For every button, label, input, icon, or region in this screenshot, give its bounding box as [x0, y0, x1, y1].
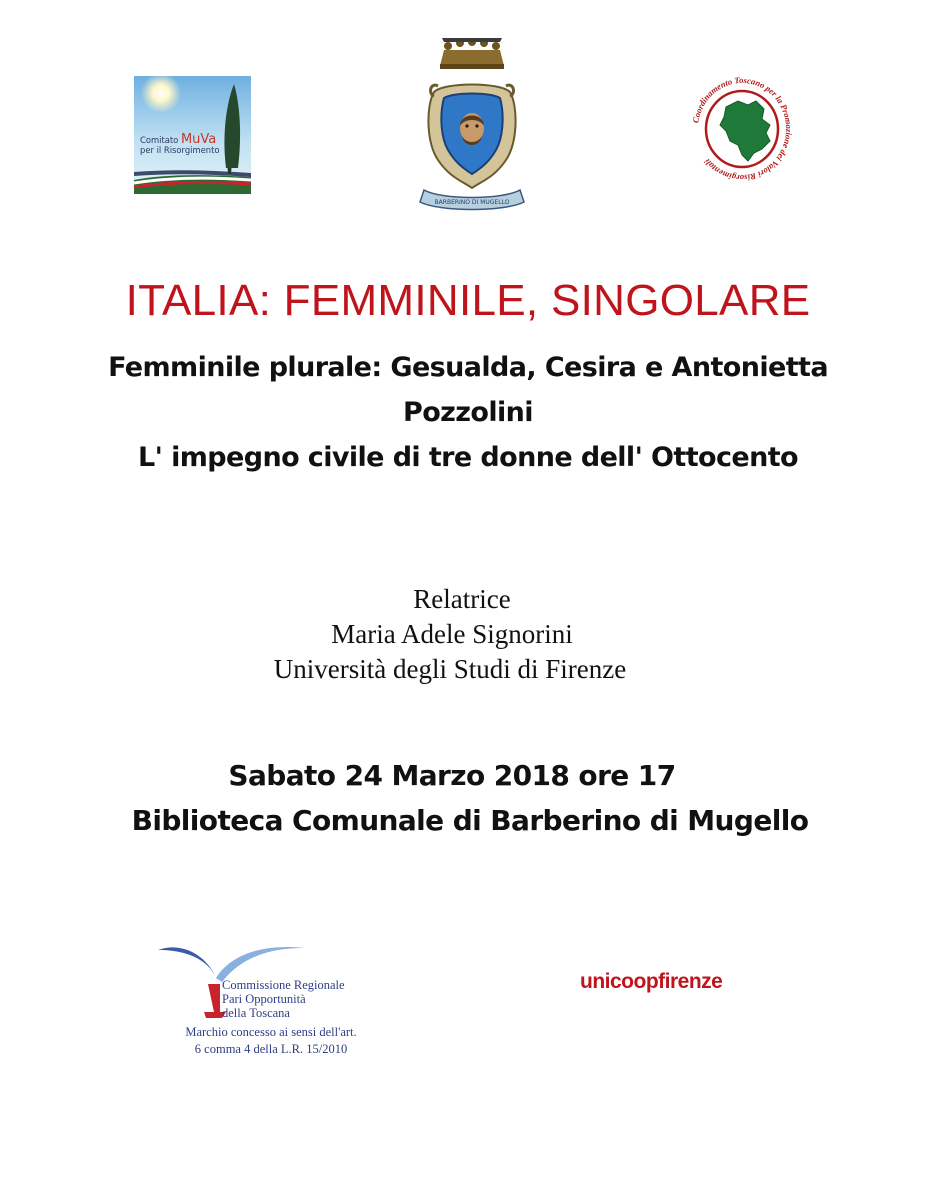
unicoop-part-coop: oop — [621, 970, 659, 993]
speaker-name: Maria Adele Signorini — [331, 619, 573, 649]
commissione-note — [156, 1024, 386, 1058]
commissione-line-1: Commissione Regionale — [222, 978, 345, 992]
page-title: ITALIA: FEMMINILE, SINGOLARE — [125, 276, 811, 325]
unicoop-part-firenze: firenze — [658, 970, 723, 993]
commissione-logo — [156, 938, 396, 1066]
unicoop-firenze-logo — [580, 970, 722, 994]
tuscany-seal-logo — [690, 71, 794, 187]
coat-of-arms-logo — [412, 32, 532, 214]
subtitle-line-2: Pozzolini — [403, 397, 533, 428]
coat-of-arms-graphic — [412, 32, 532, 214]
coat-of-arms-motto: BARBERINO DI MUGELLO — [434, 199, 510, 206]
muva-line1-prefix: Comitato — [140, 135, 181, 145]
subtitle-line-3: L' impegno civile di tre donne dell' Ottocento — [138, 442, 798, 473]
commissione-line-3: della Toscana — [222, 1006, 290, 1020]
event-date: Sabato 24 Marzo 2018 ore 17 — [228, 759, 676, 792]
commissione-note-line-1: Marchio concesso ai sensi dell'art. — [185, 1025, 357, 1039]
muva-brand: MuVa — [180, 132, 217, 147]
speaker-affiliation: Università degli Studi di Firenze — [273, 654, 627, 684]
seal-ring-text: Coordinamento Toscano per la Promozione dei Valori Risorgimentali — [690, 74, 794, 184]
tuscany-seal-graphic — [690, 71, 794, 187]
speaker-label: Relatrice — [413, 584, 511, 614]
commissione-line-2: Pari Opportunità — [222, 992, 306, 1006]
muva-logo — [134, 76, 251, 194]
muva-logo-text — [140, 132, 220, 155]
event-venue: Biblioteca Comunale di Barberino di Mugello — [131, 804, 809, 837]
unicoop-part-uni: unic — [580, 970, 622, 993]
commissione-name — [222, 978, 345, 1020]
subtitle-line-1: Femminile plurale: Gesualda, Cesira e Antonietta — [108, 352, 828, 383]
muva-line2: per il Risorgimento — [140, 145, 220, 155]
commissione-note-line-2: 6 comma 4 della L.R. 15/2010 — [194, 1042, 348, 1056]
